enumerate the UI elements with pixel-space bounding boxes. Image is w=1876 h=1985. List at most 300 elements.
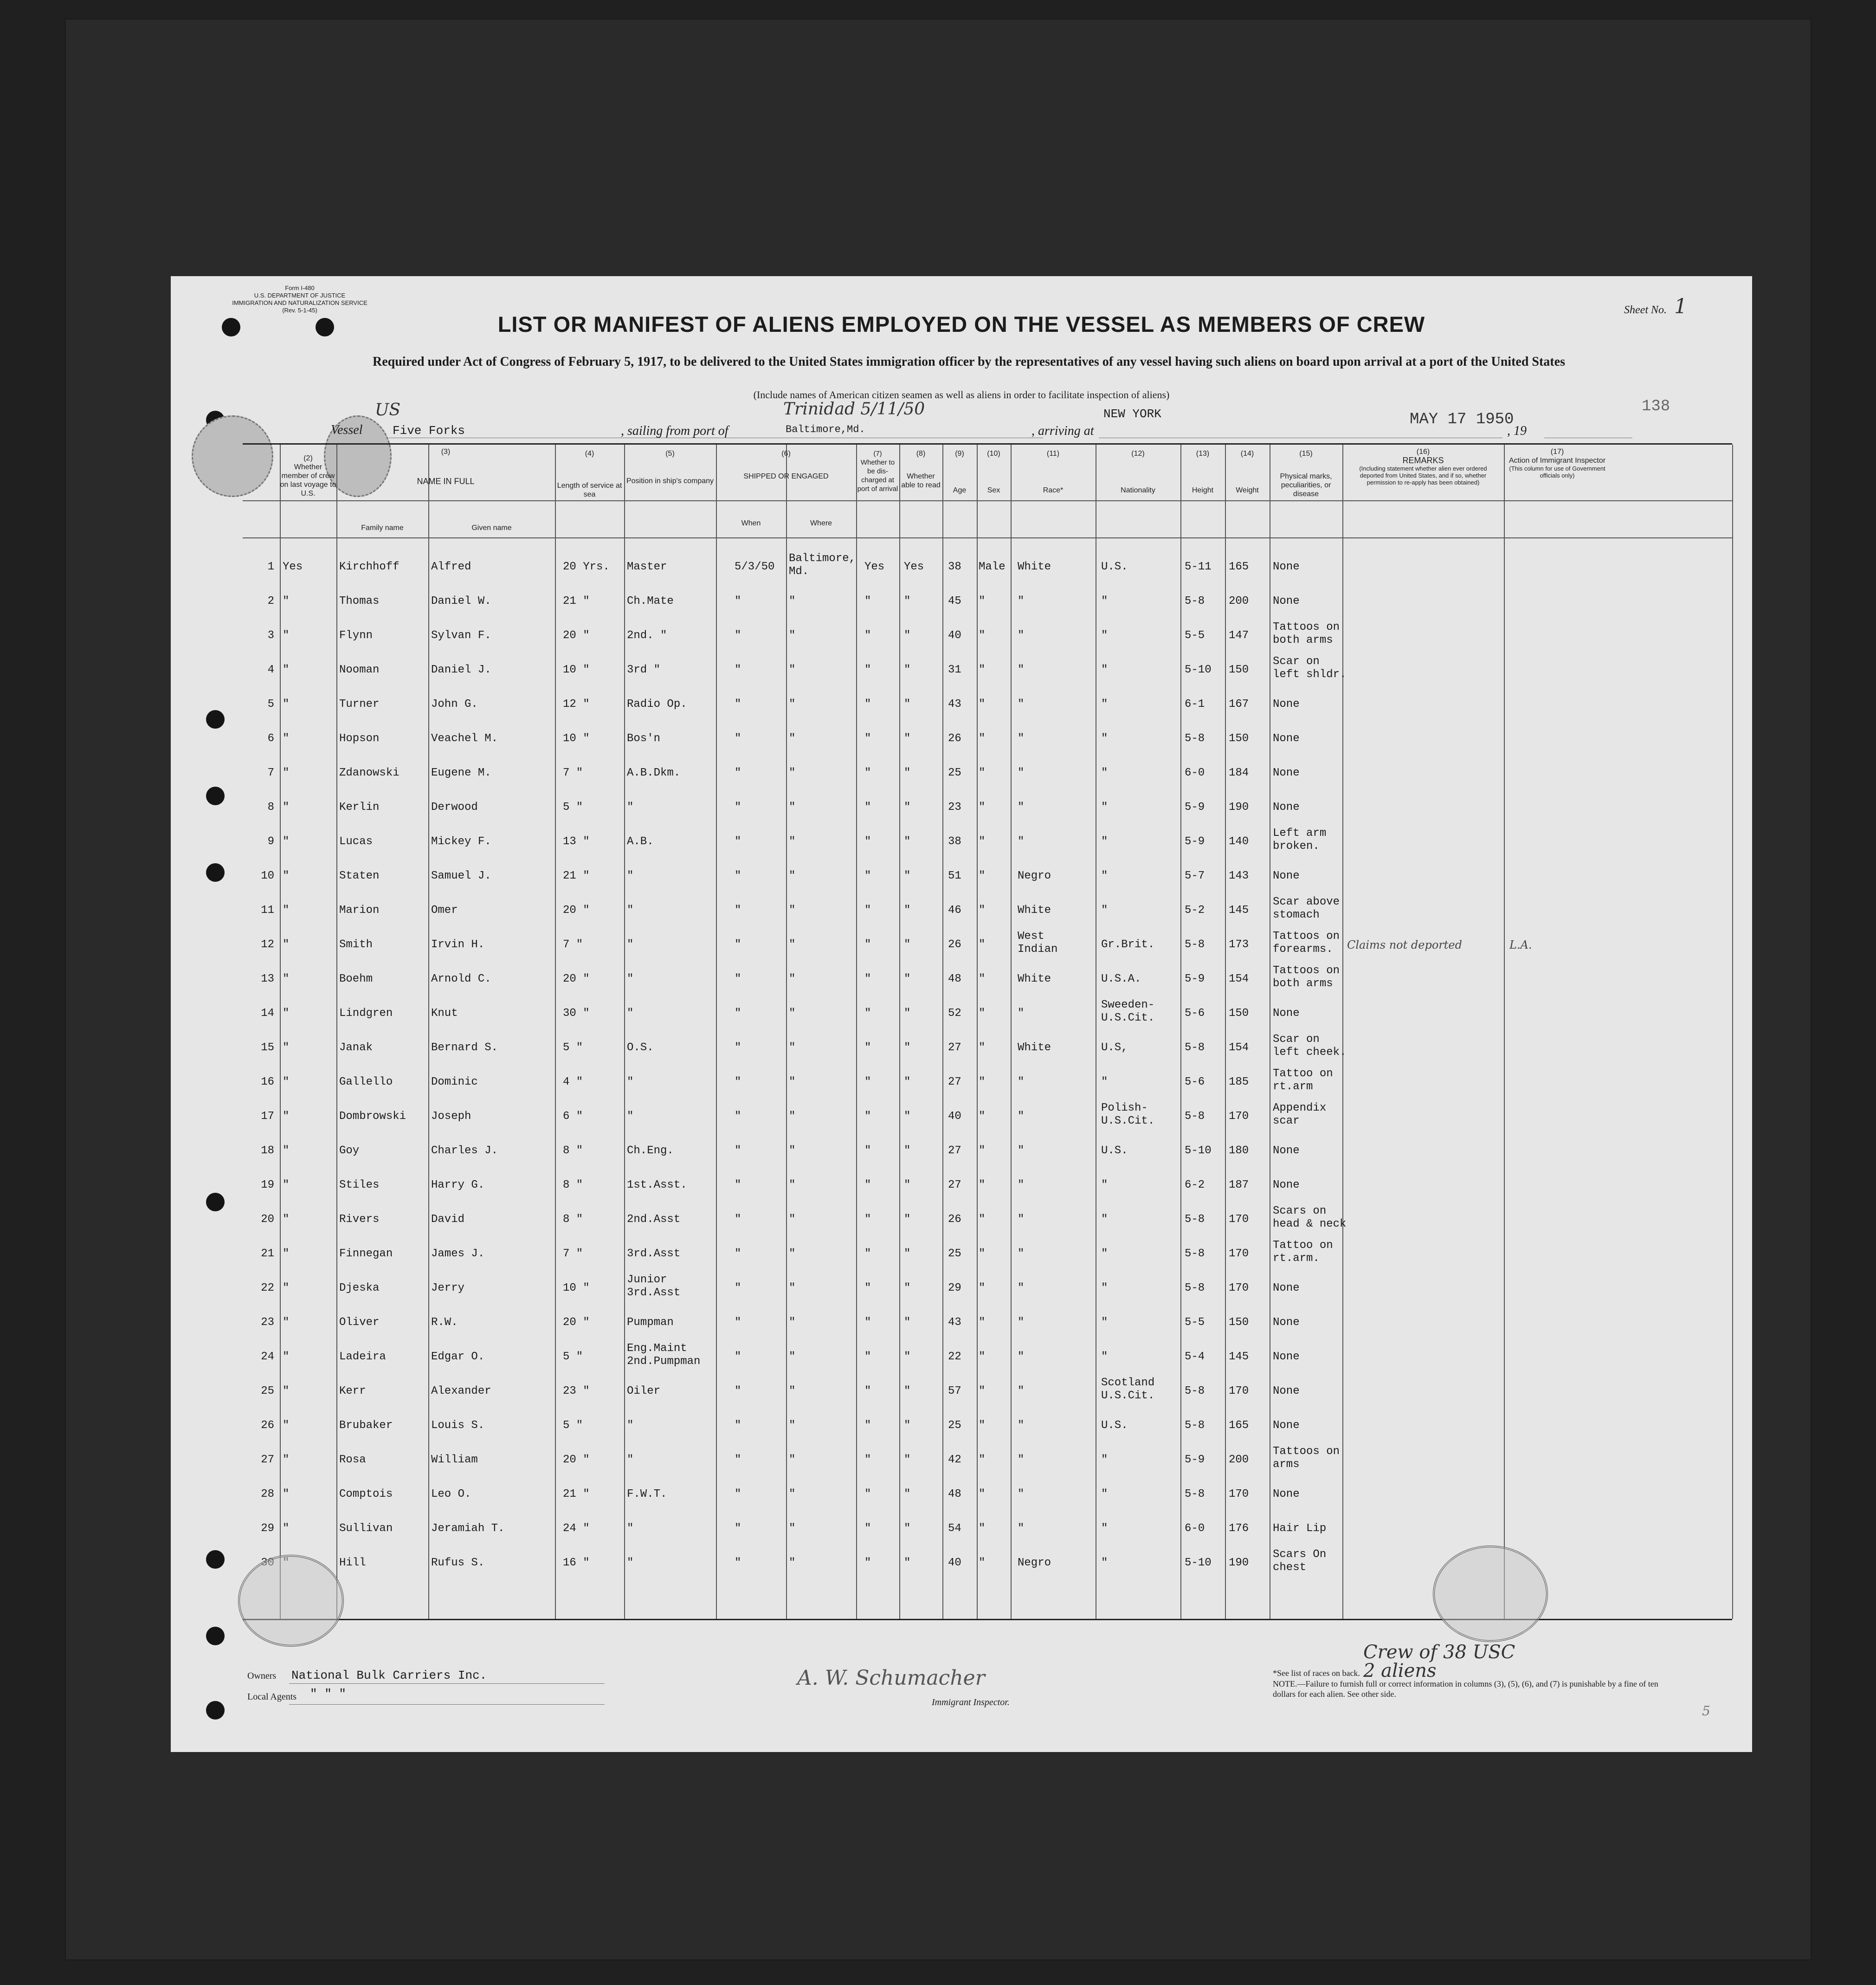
age-cell: 26: [948, 732, 961, 745]
previous-voyage-cell: ": [283, 835, 290, 848]
race-cell: ": [1018, 1488, 1025, 1500]
row-number: 26: [261, 1419, 274, 1432]
shipped-when-cell: ": [735, 973, 741, 985]
service-cell: 16 ": [563, 1557, 590, 1569]
race-cell: ": [1018, 664, 1025, 676]
read-cell: ": [904, 938, 911, 951]
given-name-cell: Jeramiah T.: [431, 1522, 505, 1535]
race-cell: ": [1018, 1316, 1025, 1329]
weight-cell: 147: [1229, 629, 1249, 642]
col-header-name: NAME IN FULL: [417, 477, 475, 486]
header-rule: [243, 537, 1732, 538]
read-cell: ": [904, 1522, 911, 1535]
col-line: [899, 445, 900, 1619]
service-cell: 10 ": [563, 1282, 590, 1294]
read-cell: Yes: [904, 561, 924, 573]
corner-mark: 5: [1702, 1703, 1710, 1719]
nationality-cell: U.S.: [1101, 561, 1128, 573]
read-cell: ": [904, 1007, 911, 1020]
discharged-cell: ": [864, 767, 871, 779]
weight-cell: 200: [1229, 595, 1249, 608]
physical-marks-cell: None: [1273, 870, 1300, 882]
sex-cell: ": [979, 629, 986, 642]
sex-cell: ": [979, 904, 986, 917]
col-line: [942, 445, 943, 1619]
weight-cell: 140: [1229, 835, 1249, 848]
physical-marks-cell: Scars on head & neck: [1273, 1205, 1347, 1230]
binder-hole: [206, 863, 225, 882]
given-name-cell: Leo O.: [431, 1488, 471, 1500]
height-cell: 6-0: [1185, 1522, 1205, 1535]
handwritten-port: Trinidad 5/11/50: [783, 400, 925, 419]
service-cell: 6 ": [563, 1110, 583, 1123]
read-cell: ": [904, 664, 911, 676]
discharged-cell: ": [864, 1041, 871, 1054]
race-cell: White: [1018, 1041, 1051, 1054]
col-header-family-name: Family name: [361, 524, 404, 532]
binder-hole: [206, 1193, 225, 1211]
physical-marks-cell: None: [1273, 1007, 1300, 1020]
given-name-cell: R.W.: [431, 1316, 458, 1329]
shipped-when-cell: ": [735, 904, 741, 917]
position-cell: ": [627, 1557, 634, 1569]
family-name-cell: Hopson: [339, 732, 380, 745]
family-name-cell: Rosa: [339, 1454, 366, 1466]
family-name-cell: Kirchhoff: [339, 561, 400, 573]
physical-marks-cell: Tattoo on rt.arm.: [1273, 1239, 1333, 1265]
shipped-where-cell: ": [789, 1557, 796, 1569]
row-number: 20: [261, 1213, 274, 1226]
physical-marks-cell: None: [1273, 1488, 1300, 1500]
read-cell: ": [904, 1351, 911, 1363]
previous-voyage-cell: ": [283, 1282, 290, 1294]
weight-cell: 170: [1229, 1110, 1249, 1123]
col-header-remarks: (16) REMARKS (Including statement whether alien ever ordered deported from United States, and if so, whether permission to re-apply has been obtained): [1359, 448, 1487, 486]
discharged-cell: ": [864, 870, 871, 882]
nationality-cell: ": [1101, 1248, 1108, 1260]
shipped-when-cell: ": [735, 938, 741, 951]
age-cell: 27: [948, 1179, 961, 1191]
age-cell: 25: [948, 1248, 961, 1260]
nationality-cell: ": [1101, 1076, 1108, 1088]
previous-voyage-cell: ": [283, 1488, 290, 1500]
sex-cell: ": [979, 1179, 986, 1191]
physical-marks-cell: Left arm broken.: [1273, 827, 1327, 853]
age-cell: 26: [948, 938, 961, 951]
row-number: 21: [261, 1248, 274, 1260]
weight-cell: 167: [1229, 698, 1249, 711]
sex-cell: ": [979, 698, 986, 711]
col-header-weight: (14) Weight: [1236, 450, 1259, 494]
sex-cell: ": [979, 938, 986, 951]
position-cell: Eng.Maint 2nd.Pumpman: [627, 1342, 701, 1368]
row-number: 16: [261, 1076, 274, 1088]
local-agents-value: " " ": [310, 1687, 347, 1701]
sex-cell: ": [979, 1419, 986, 1432]
physical-marks-cell: Tattoos on forearms.: [1273, 930, 1340, 956]
shipped-when-cell: ": [735, 1454, 741, 1466]
physical-marks-cell: None: [1273, 1316, 1300, 1329]
height-cell: 5-8: [1185, 1385, 1205, 1397]
service-cell: 5 ": [563, 801, 583, 814]
previous-voyage-cell: ": [283, 1076, 290, 1088]
position-cell: 3rd.Asst: [627, 1248, 681, 1260]
previous-voyage-cell: ": [283, 595, 290, 608]
binder-hole: [206, 1701, 225, 1720]
family-name-cell: Staten: [339, 870, 380, 882]
given-name-cell: Charles J.: [431, 1144, 498, 1157]
handwritten-us: US: [375, 401, 401, 420]
height-cell: 5-6: [1185, 1076, 1205, 1088]
col-line: [1180, 445, 1181, 1619]
race-cell: ": [1018, 1454, 1025, 1466]
weight-cell: 143: [1229, 870, 1249, 882]
col-header-where: Where: [810, 519, 832, 527]
col-line: [1504, 445, 1505, 1619]
shipped-where-cell: ": [789, 1179, 796, 1191]
race-cell: White: [1018, 561, 1051, 573]
col-header-sex: (10) Sex: [987, 450, 1000, 494]
age-cell: 22: [948, 1351, 961, 1363]
service-cell: 7 ": [563, 1248, 583, 1260]
col-header-when: When: [741, 519, 761, 527]
age-cell: 38: [948, 561, 961, 573]
nationality-cell: ": [1101, 835, 1108, 848]
position-cell: O.S.: [627, 1041, 654, 1054]
height-cell: 5-8: [1185, 1110, 1205, 1123]
row-number: 18: [261, 1144, 274, 1157]
shipped-when-cell: ": [735, 732, 741, 745]
service-cell: 20 ": [563, 629, 590, 642]
physical-marks-cell: None: [1273, 698, 1300, 711]
service-cell: 8 ": [563, 1179, 583, 1191]
race-cell: White: [1018, 904, 1051, 917]
row-number: 2: [267, 595, 274, 608]
height-cell: 5-5: [1185, 1316, 1205, 1329]
col-header-read: (8) Whether able to read: [901, 450, 941, 489]
row-number: 25: [261, 1385, 274, 1397]
col-header-race: (11) Race*: [1043, 450, 1064, 494]
race-cell: ": [1018, 1385, 1025, 1397]
service-cell: 10 ": [563, 664, 590, 676]
shipped-where-cell: ": [789, 767, 796, 779]
service-cell: 20 ": [563, 904, 590, 917]
service-cell: 8 ": [563, 1213, 583, 1226]
nationality-cell: ": [1101, 1522, 1108, 1535]
service-cell: 5 ": [563, 1351, 583, 1363]
sex-cell: ": [979, 835, 986, 848]
discharged-cell: Yes: [864, 561, 885, 573]
given-name-cell: David: [431, 1213, 465, 1226]
age-cell: 40: [948, 1557, 961, 1569]
position-cell: 2nd.Asst: [627, 1213, 681, 1226]
physical-marks-cell: None: [1273, 1282, 1300, 1294]
nationality-cell: ": [1101, 801, 1108, 814]
col-header-nationality: (12) Nationality: [1121, 450, 1155, 494]
given-name-cell: William: [431, 1454, 478, 1466]
read-cell: ": [904, 1213, 911, 1226]
previous-voyage-cell: ": [283, 1454, 290, 1466]
family-name-cell: Zdanowski: [339, 767, 400, 779]
rule: [1544, 437, 1632, 438]
service-cell: 8 ": [563, 1144, 583, 1157]
discharged-cell: ": [864, 1282, 871, 1294]
shipped-when-cell: ": [735, 698, 741, 711]
physical-marks-cell: Tattoo on rt.arm: [1273, 1067, 1333, 1093]
service-cell: 21 ": [563, 870, 590, 882]
given-name-cell: Alfred: [431, 561, 471, 573]
discharged-cell: ": [864, 1179, 871, 1191]
age-cell: 43: [948, 1316, 961, 1329]
previous-voyage-cell: ": [283, 1213, 290, 1226]
rule: [783, 437, 1043, 438]
weight-cell: 154: [1229, 1041, 1249, 1054]
read-cell: ": [904, 732, 911, 745]
discharged-cell: ": [864, 1522, 871, 1535]
height-cell: 5-8: [1185, 1041, 1205, 1054]
height-cell: 5-10: [1185, 664, 1212, 676]
read-cell: ": [904, 1557, 911, 1569]
form-identifier: Form I-480 U.S. DEPARTMENT OF JUSTICE IMMIGRATION AND NATURALIZATION SERVICE (Rev. 5-1-45): [232, 284, 367, 314]
weight-cell: 187: [1229, 1179, 1249, 1191]
position-cell: F.W.T.: [627, 1488, 667, 1500]
read-cell: ": [904, 698, 911, 711]
document-subtitle: Required under Act of Congress of February 5, 1917, to be delivered to the United States immigration officer by the representatives of any vessel having such aliens on board upon arrival at a port of the United States: [373, 355, 1565, 369]
given-name-cell: Joseph: [431, 1110, 471, 1123]
shipped-where-cell: ": [789, 1419, 796, 1432]
family-name-cell: Kerr: [339, 1385, 366, 1397]
weight-cell: 176: [1229, 1522, 1249, 1535]
weight-cell: 170: [1229, 1248, 1249, 1260]
service-cell: 13 ": [563, 835, 590, 848]
discharged-cell: ": [864, 698, 871, 711]
height-cell: 5-2: [1185, 904, 1205, 917]
col-line: [428, 445, 429, 1619]
sex-cell: ": [979, 1213, 986, 1226]
nationality-cell: ": [1101, 1351, 1108, 1363]
nationality-cell: ": [1101, 904, 1108, 917]
age-cell: 54: [948, 1522, 961, 1535]
weight-cell: 184: [1229, 767, 1249, 779]
service-cell: 21 ": [563, 1488, 590, 1500]
read-cell: ": [904, 870, 911, 882]
row-number: 14: [261, 1007, 274, 1020]
previous-voyage-cell: ": [283, 1316, 290, 1329]
sex-cell: ": [979, 1351, 986, 1363]
age-cell: 38: [948, 835, 961, 848]
previous-voyage-cell: ": [283, 1522, 290, 1535]
previous-voyage-cell: ": [283, 973, 290, 985]
col-line: [786, 445, 787, 1619]
family-name-cell: Rivers: [339, 1213, 380, 1226]
previous-voyage-cell: ": [283, 732, 290, 745]
height-cell: 5-8: [1185, 938, 1205, 951]
age-cell: 29: [948, 1282, 961, 1294]
row-number: 12: [261, 938, 274, 951]
race-cell: ": [1018, 835, 1025, 848]
family-name-cell: Goy: [339, 1144, 360, 1157]
rule: [289, 1682, 605, 1684]
shipped-when-cell: ": [735, 1282, 741, 1294]
shipped-where-cell: ": [789, 1454, 796, 1466]
read-cell: ": [904, 767, 911, 779]
previous-voyage-cell: ": [283, 629, 290, 642]
shipped-where-cell: ": [789, 938, 796, 951]
row-number: 5: [267, 698, 274, 711]
age-cell: 57: [948, 1385, 961, 1397]
race-cell: ": [1018, 629, 1025, 642]
position-cell: ": [627, 1419, 634, 1432]
sheet-number: Sheet No. 1: [1624, 295, 1687, 318]
read-cell: ": [904, 595, 911, 608]
position-cell: ": [627, 1454, 634, 1466]
sex-cell: ": [979, 1522, 986, 1535]
read-cell: ": [904, 1454, 911, 1466]
discharged-cell: ": [864, 1110, 871, 1123]
height-cell: 5-11: [1185, 561, 1212, 573]
col-line: [716, 445, 717, 1619]
shipped-when-cell: ": [735, 1179, 741, 1191]
rule: [1099, 437, 1502, 438]
given-name-cell: Louis S.: [431, 1419, 485, 1432]
given-name-cell: Dominic: [431, 1076, 478, 1088]
family-name-cell: Gallello: [339, 1076, 393, 1088]
weight-cell: 170: [1229, 1213, 1249, 1226]
discharged-cell: ": [864, 1248, 871, 1260]
nationality-cell: ": [1101, 595, 1108, 608]
sex-cell: ": [979, 1041, 986, 1054]
position-cell: ": [627, 904, 634, 917]
binder-hole: [206, 1627, 225, 1645]
family-name-cell: Smith: [339, 938, 373, 951]
col-line: [856, 445, 857, 1619]
col-header-age: (9) Age: [953, 450, 967, 494]
position-cell: 1st.Asst.: [627, 1179, 687, 1191]
height-cell: 5-6: [1185, 1007, 1205, 1020]
race-cell: ": [1018, 1213, 1025, 1226]
shipped-where-cell: ": [789, 1007, 796, 1020]
race-cell: ": [1018, 1179, 1025, 1191]
sex-cell: ": [979, 1488, 986, 1500]
row-number: 7: [267, 767, 274, 779]
given-name-cell: Harry G.: [431, 1179, 485, 1191]
shipped-when-cell: ": [735, 595, 741, 608]
shipped-where-cell: ": [789, 1110, 796, 1123]
position-cell: ": [627, 1076, 634, 1088]
position-cell: Bos'n: [627, 732, 661, 745]
shipped-when-cell: ": [735, 835, 741, 848]
age-cell: 25: [948, 767, 961, 779]
given-name-cell: Bernard S.: [431, 1041, 498, 1054]
age-cell: 45: [948, 595, 961, 608]
age-cell: 26: [948, 1213, 961, 1226]
nationality-cell: ": [1101, 1282, 1108, 1294]
nationality-cell: Gr.Brit.: [1101, 938, 1155, 951]
read-cell: ": [904, 904, 911, 917]
row-number: 6: [267, 732, 274, 745]
service-cell: 20 ": [563, 1454, 590, 1466]
height-cell: 5-10: [1185, 1557, 1212, 1569]
service-cell: 30 ": [563, 1007, 590, 1020]
service-cell: 7 ": [563, 938, 583, 951]
height-cell: 6-1: [1185, 698, 1205, 711]
family-name-cell: Sullivan: [339, 1522, 393, 1535]
col-line: [977, 445, 978, 1619]
family-name-cell: Hill: [339, 1557, 366, 1569]
previous-voyage-cell: ": [283, 938, 290, 951]
year-label: , 19: [1507, 424, 1527, 438]
service-cell: 5 ": [563, 1419, 583, 1432]
physical-marks-cell: Scars On chest: [1273, 1548, 1327, 1574]
given-name-cell: Edgar O.: [431, 1351, 485, 1363]
family-name-cell: Kerlin: [339, 801, 380, 814]
shipped-where-cell: ": [789, 1351, 796, 1363]
nationality-cell: ": [1101, 1454, 1108, 1466]
given-name-cell: Daniel J.: [431, 664, 491, 676]
shipped-when-cell: ": [735, 1076, 741, 1088]
nationality-cell: ": [1101, 767, 1108, 779]
row-number: 4: [267, 664, 274, 676]
service-cell: 20 Yrs.: [563, 561, 610, 573]
service-cell: 20 ": [563, 973, 590, 985]
sex-cell: Male: [979, 561, 1006, 573]
shipped-where-cell: ": [789, 1248, 796, 1260]
nationality-cell: ": [1101, 1179, 1108, 1191]
read-cell: ": [904, 1488, 911, 1500]
position-cell: A.B.Dkm.: [627, 767, 681, 779]
nationality-cell: ": [1101, 1213, 1108, 1226]
height-cell: 5-8: [1185, 732, 1205, 745]
position-cell: Master: [627, 561, 667, 573]
binder-hole: [206, 787, 225, 805]
height-cell: 5-8: [1185, 1213, 1205, 1226]
sex-cell: ": [979, 595, 986, 608]
service-cell: 4 ": [563, 1076, 583, 1088]
rule: [289, 1703, 605, 1705]
given-name-cell: Derwood: [431, 801, 478, 814]
weight-cell: 190: [1229, 801, 1249, 814]
service-cell: 20 ": [563, 1316, 590, 1329]
read-cell: ": [904, 1076, 911, 1088]
shipped-when-cell: ": [735, 1385, 741, 1397]
race-cell: ": [1018, 1282, 1025, 1294]
given-name-cell: Knut: [431, 1007, 458, 1020]
nationality-cell: Scotland U.S.Cit.: [1101, 1377, 1155, 1402]
col-line: [624, 445, 625, 1619]
arriving-label: , arriving at: [1031, 424, 1094, 438]
inspector-action-cell: L.A.: [1509, 938, 1532, 951]
shipped-where-cell: ": [789, 664, 796, 676]
position-cell: ": [627, 801, 634, 814]
weight-cell: 145: [1229, 1351, 1249, 1363]
discharged-cell: ": [864, 835, 871, 848]
read-cell: ": [904, 973, 911, 985]
row-number: 9: [267, 835, 274, 848]
given-name-cell: James J.: [431, 1248, 485, 1260]
vessel-name: Five Forks: [393, 424, 465, 438]
position-cell: Radio Op.: [627, 698, 687, 711]
nationality-cell: Sweeden- U.S.Cit.: [1101, 999, 1155, 1024]
family-name-cell: Djeska: [339, 1282, 380, 1294]
race-cell: White: [1018, 973, 1051, 985]
discharged-cell: ": [864, 904, 871, 917]
physical-marks-cell: None: [1273, 732, 1300, 745]
physical-marks-cell: None: [1273, 1179, 1300, 1191]
height-cell: 5-8: [1185, 1282, 1205, 1294]
document-note: (Include names of American citizen seamen as well as aliens in order to facilitate inspection of aliens): [753, 389, 1170, 401]
arriving-port: NEW YORK: [1103, 407, 1161, 421]
height-cell: 5-4: [1185, 1351, 1205, 1363]
